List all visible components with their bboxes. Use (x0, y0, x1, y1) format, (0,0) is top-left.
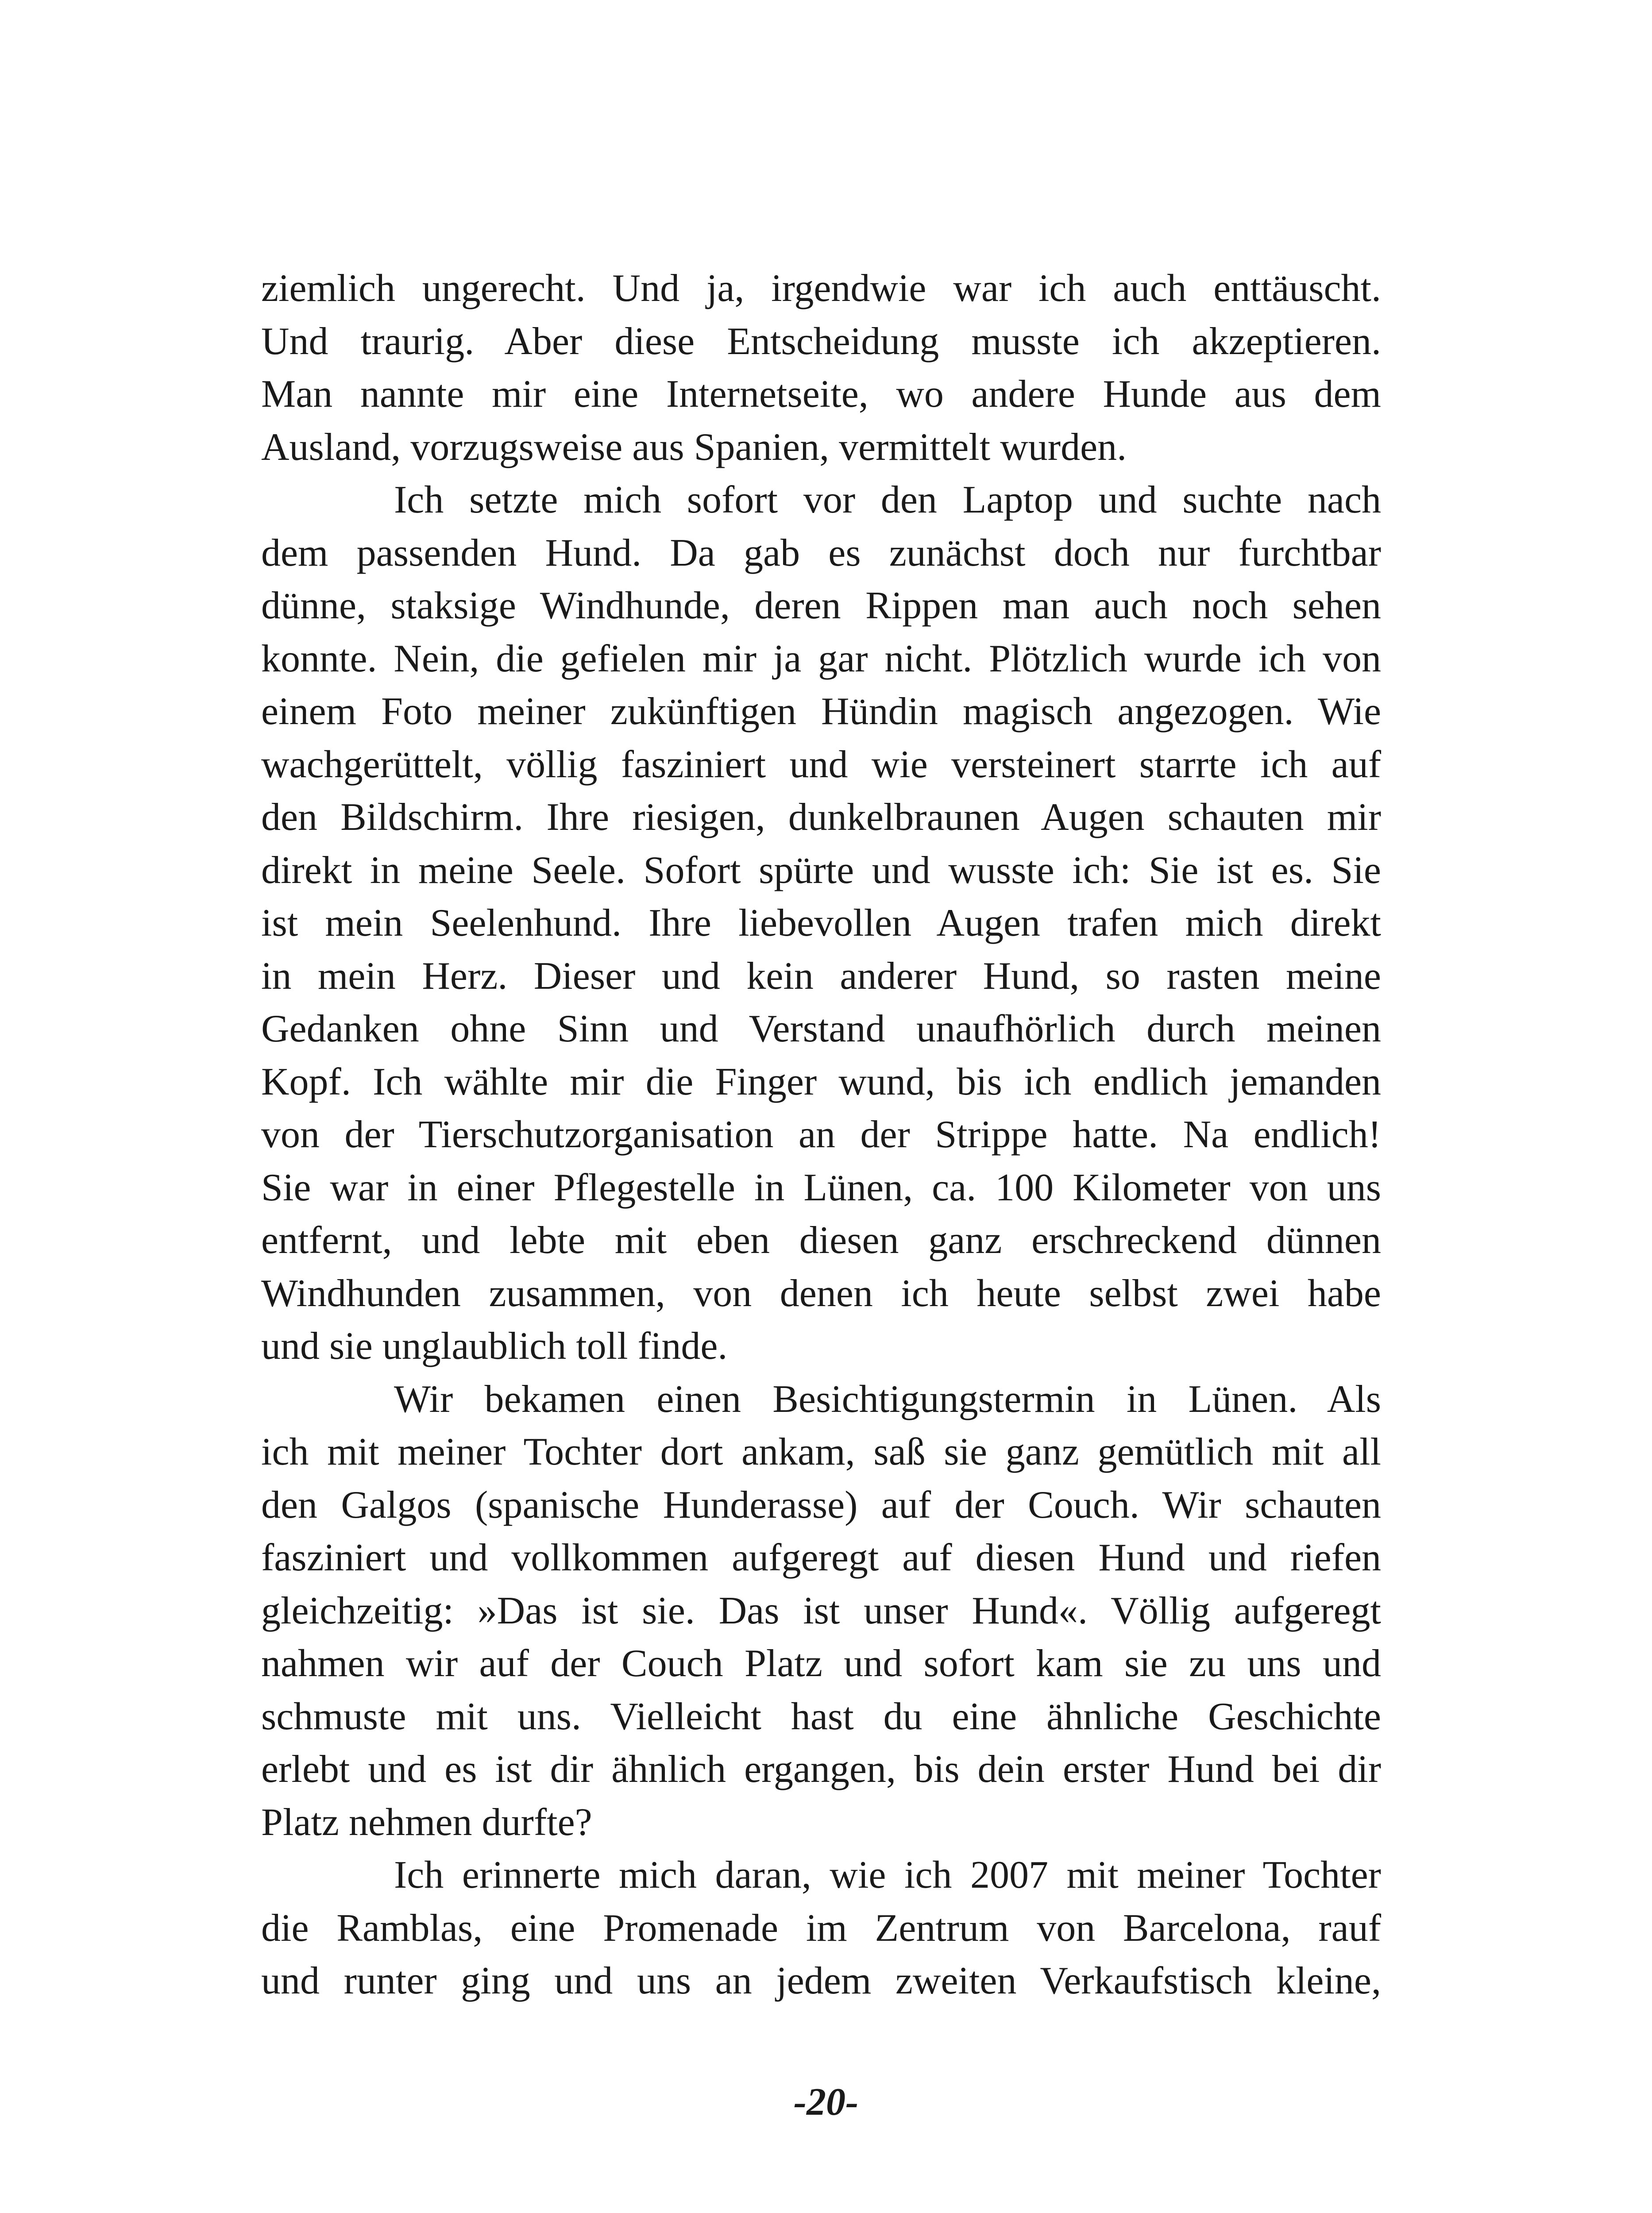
text-line: schmuste mit uns. Vielleicht hast du eine ähnliche Geschichte (261, 1695, 1381, 1738)
paragraph (261, 1849, 1381, 2008)
text-line: entfernt, und lebte mit eben diesen ganz erschreckend dünnen (261, 1219, 1381, 1262)
text-line: wachgerüttelt, völlig fasziniert und wie versteinert starrte ich auf (261, 743, 1381, 786)
text-line: und runter ging und uns an jedem zweiten Verkaufstisch kleine, (261, 1959, 1381, 2002)
text-line: einem Foto meiner zukünftigen Hündin magisch angezogen. Wie (261, 690, 1381, 733)
text-line: Ich erinnerte mich daran, wie ich 2007 mit meiner Tochter (394, 1854, 1381, 1897)
text-line: in mein Herz. Dieser und kein anderer Hund, so rasten meine (261, 954, 1381, 998)
text-line: konnte. Nein, die gefielen mir ja gar nicht. Plötzlich wurde ich von (261, 637, 1381, 680)
text-line: Sie war in einer Pflegestelle in Lünen, ca. 100 Kilometer von uns (261, 1166, 1381, 1209)
text-line: Platz nehmen durfte? (261, 1800, 592, 1844)
text-line: ich mit meiner Tochter dort ankam, saß sie ganz gemütlich mit all (261, 1430, 1381, 1473)
text-line: und sie unglaublich toll finde. (261, 1325, 728, 1368)
text-line: den Bildschirm. Ihre riesigen, dunkelbraunen Augen schauten mir (261, 796, 1381, 839)
text-line: erlebt und es ist dir ähnlich ergangen, bis dein erster Hund bei dir (261, 1748, 1381, 1791)
text-line: gleichzeitig: »Das ist sie. Das ist unser Hund«. Völlig aufgeregt (261, 1589, 1381, 1632)
paragraph (261, 1373, 1381, 1849)
text-line: den Galgos (spanische Hunderasse) auf der Couch. Wir schauten (261, 1483, 1381, 1527)
text-line: Und traurig. Aber diese Entscheidung musste ich akzeptieren. (261, 320, 1381, 363)
page-number: -20- (793, 2081, 859, 2124)
text-line: Ausland, vorzugsweise aus Spanien, vermittelt wurden. (261, 425, 1127, 469)
text-line: die Ramblas, eine Promenade im Zentrum von Barcelona, rauf (261, 1906, 1381, 1950)
text-line: Gedanken ohne Sinn und Verstand unaufhörlich durch meinen (261, 1007, 1381, 1050)
text-line: Kopf. Ich wählte mir die Finger wund, bis ich endlich jemanden (261, 1060, 1381, 1103)
text-line: Ich setzte mich sofort vor den Laptop und suchte nach (394, 478, 1381, 521)
text-line: direkt in meine Seele. Sofort spürte und wusste ich: Sie ist es. Sie (261, 848, 1381, 892)
text-line: ziemlich ungerecht. Und ja, irgendwie war ich auch enttäuscht. (261, 267, 1381, 310)
text-line: dünne, staksige Windhunde, deren Rippen man auch noch sehen (261, 584, 1381, 627)
body-text (261, 262, 1381, 2008)
text-line: nahmen wir auf der Couch Platz und sofort kam sie zu uns und (261, 1642, 1381, 1685)
text-line: von der Tierschutzorganisation an der Strippe hatte. Na endlich! (261, 1113, 1381, 1156)
text-line: Man nannte mir eine Internetseite, wo andere Hunde aus dem (261, 373, 1381, 416)
text-line: dem passenden Hund. Da gab es zunächst doch nur furchtbar (261, 531, 1381, 574)
text-line: Wir bekamen einen Besichtigungstermin in Lünen. Als (394, 1377, 1381, 1421)
text-line: Windhunden zusammen, von denen ich heute selbst zwei habe (261, 1272, 1381, 1315)
paragraph (261, 474, 1381, 1373)
text-line: ist mein Seelenhund. Ihre liebevollen Augen trafen mich direkt (261, 902, 1381, 945)
paragraph (261, 262, 1381, 474)
text-line: fasziniert und vollkommen aufgeregt auf diesen Hund und riefen (261, 1536, 1381, 1579)
